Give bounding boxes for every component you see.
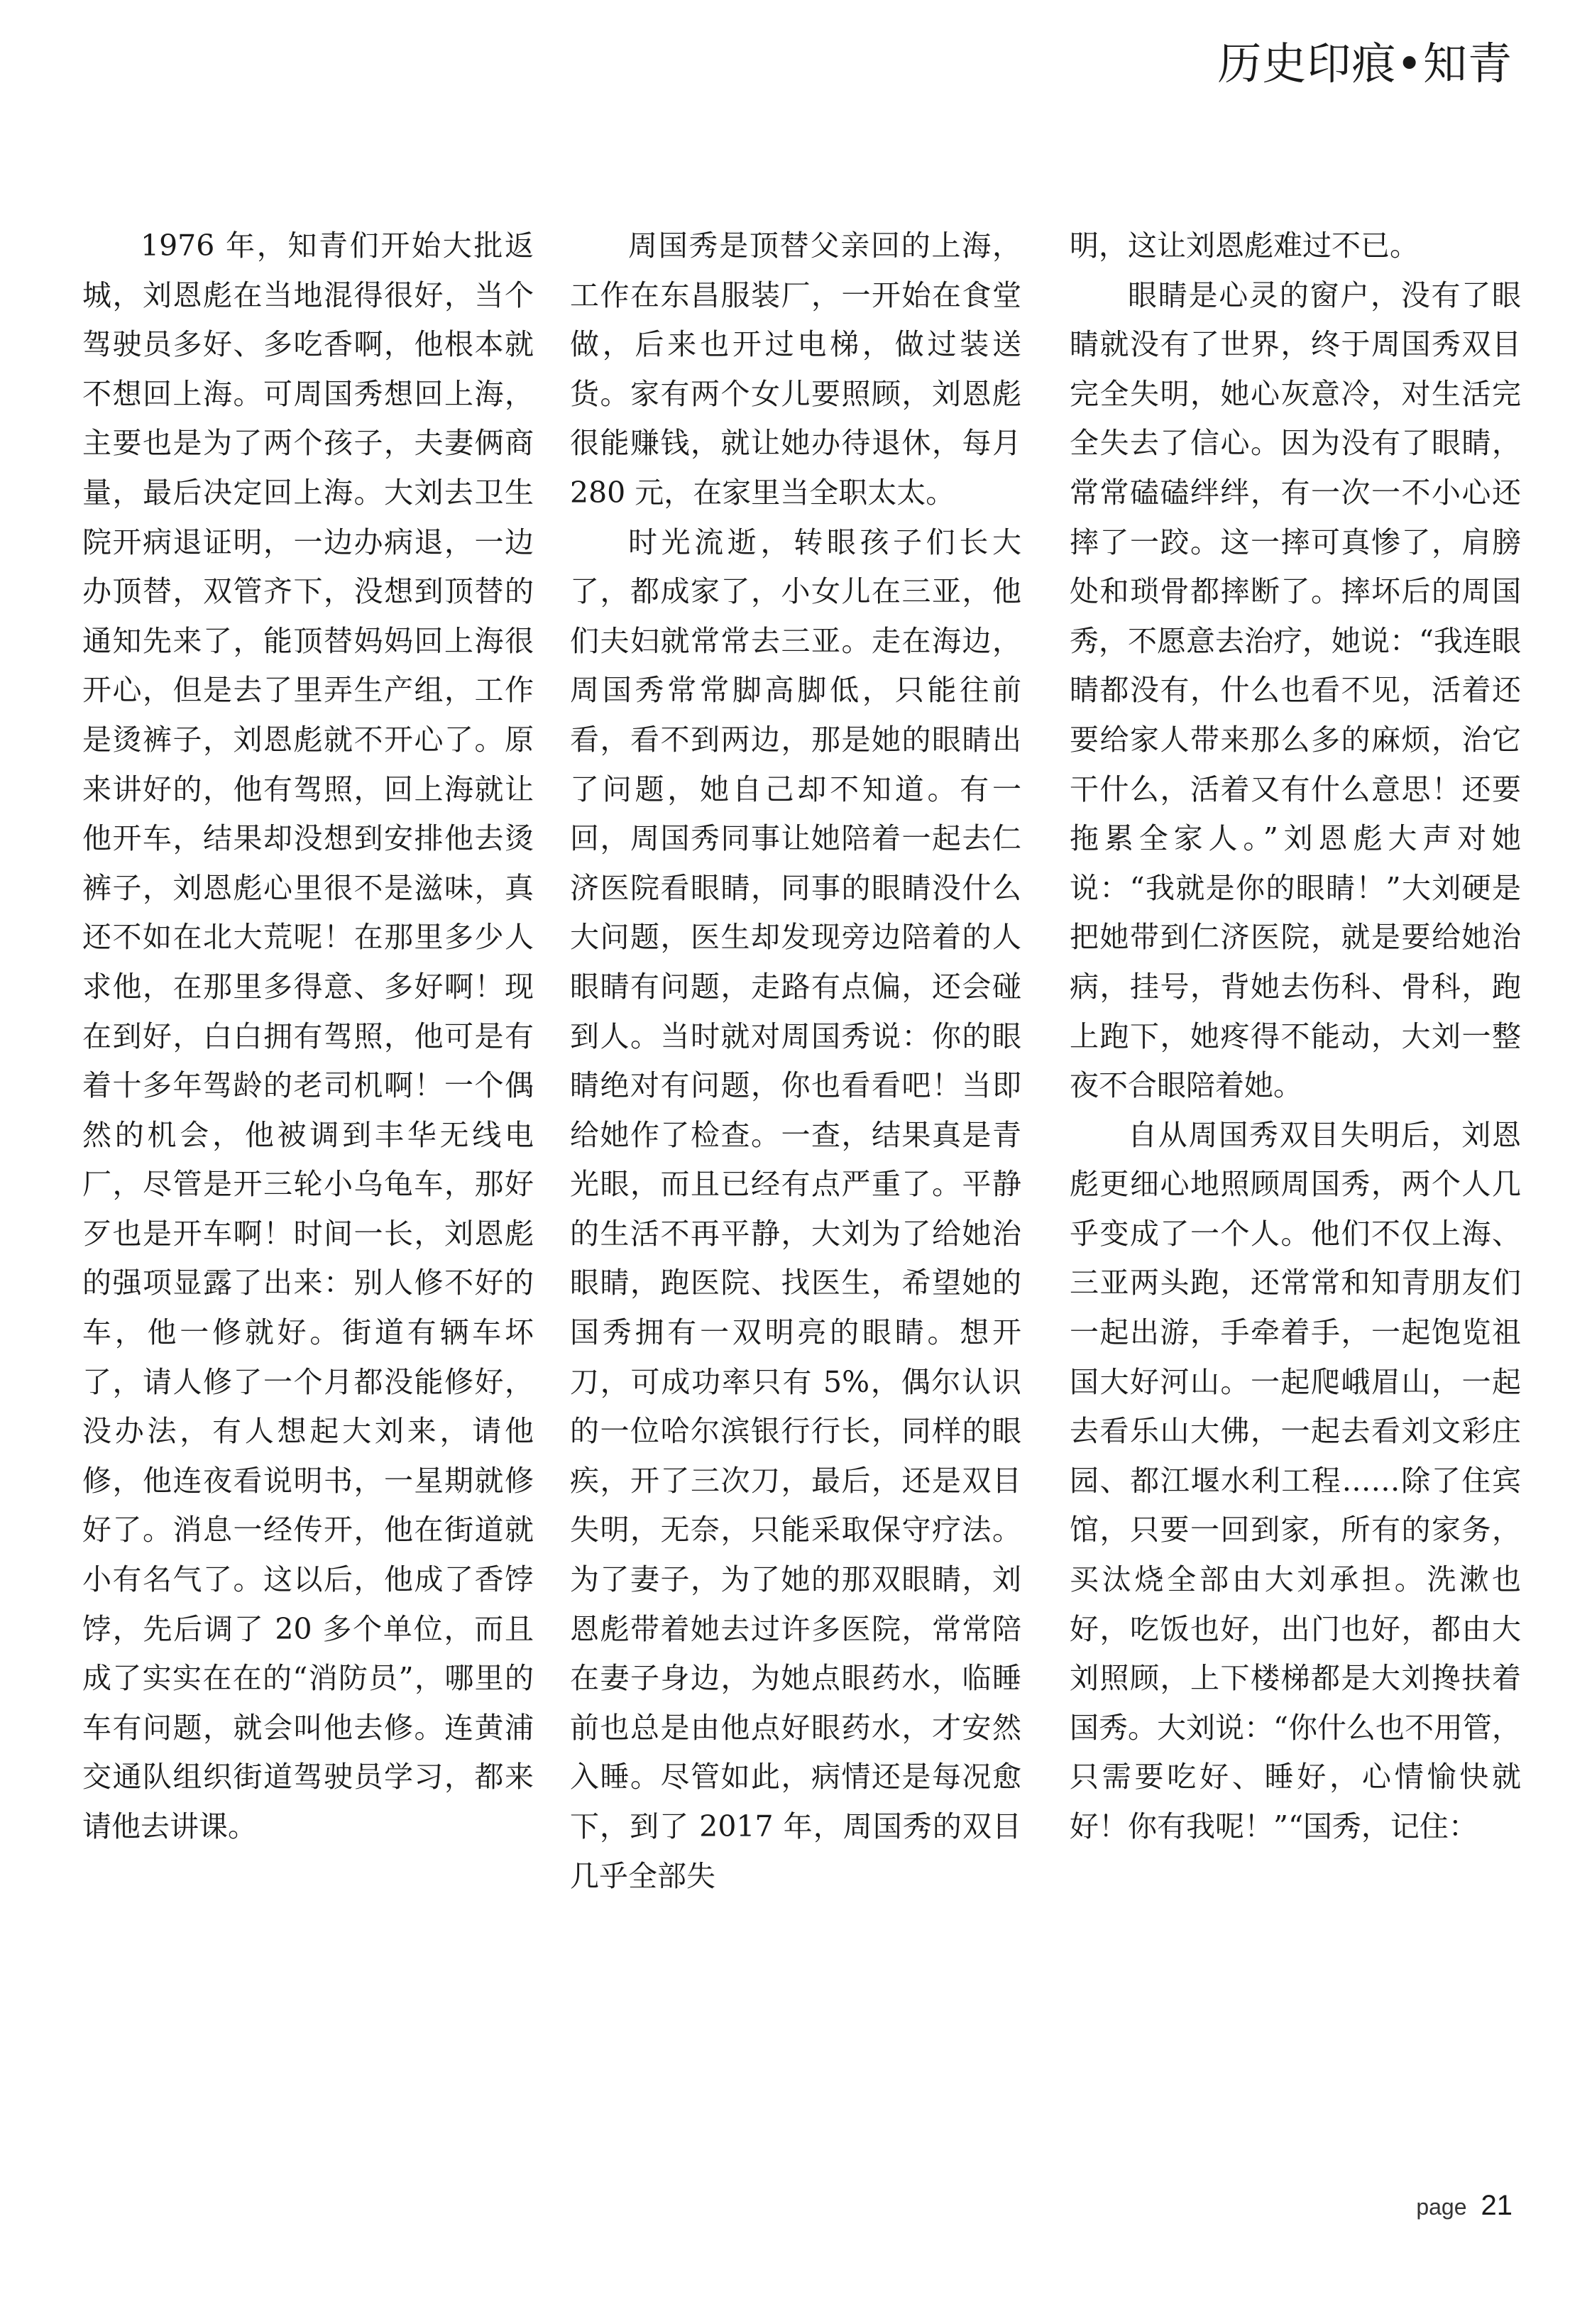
page-footer xyxy=(1416,2190,1513,2222)
page-label: page xyxy=(1416,2194,1467,2220)
paragraph: 自从周国秀双目失明后，刘恩彪更细心地照顾周国秀，两个人几乎变成了一个人。他们不仅上海、三亚两头跑，还常常和知青朋友们一起出游，手牵着手，一起饱览祖国大好河山。一起爬峨眉山，一起去看乐山大佛，一起去看刘文彩庄园、都江堰水利工程……除了住宾馆，只要一回到家，所有的家务，买汰烧全部由大刘承担。洗漱也好，吃饭也好，出门也好，都由大刘照顾，上下楼梯都是大刘搀扶着国秀。大刘说：“你什么也不用管，只需要吃好、睡好，心情愉快就好！你有我呢！”“国秀，记住： xyxy=(1070,1117,1521,1843)
paragraph: 眼睛是心灵的窗户，没有了眼睛就没有了世界，终于周国秀双目完全失明，她心灰意冷，对生活完全失去了信心。因为没有了眼睛，常常磕磕绊绊，有一次一不小心还摔了一跤。这一摔可真惨了，肩膀处和琐骨都摔断了。摔坏后的周国秀，不愿意去治疗，她说：“我连眼睛都没有，什么也看不见，活着还要给家人带来那么多的麻烦，治它干什么，活着又有什么意思！还要拖累全家人。”刘恩彪大声对她说：“我就是你的眼睛！”大刘硬是把她带到仁济医院，就是要给她治病，挂号，背她去伤科、骨科，跑上跑下，她疼得不能动，大刘一整夜不合眼陪着她。 xyxy=(1070,278,1521,1103)
text-column-2 xyxy=(570,221,1021,1901)
paragraph: 明，这让刘恩彪难过不已。 xyxy=(1070,229,1419,263)
paragraph: 1976 年，知青们开始大批返城，刘恩彪在当地混得很好，当个驾驶员多好、多吃香啊，他根本就不想回上海。可周国秀想回上海，主要也是为了两个孩子，夫妻俩商量，最后决定回上海。大刘去卫生院开病退证明，一边办病退，一边办顶替，双管齐下，没想到顶替的通知先来了，能顶替妈妈回上海很开心，但是去了里弄生产组，工作是烫裤子，刘恩彪就不开心了。原来讲好的，他有驾照，回上海就让他开车，结果却没想到安排他去烫裤子，刘恩彪心里很不是滋味，真还不如在北大荒呢！在那里多少人求他，在那里多得意、多好啊！现在到好，白白拥有驾照，他可是有着十多年驾龄的老司机啊！一个偶然的机会，他被调到丰华无线电厂，尽管是开三轮小乌龟车，那好歹也是开车啊！时间一长，刘恩彪的强项显露了出来：别人修不好的车，他一修就好。街道有辆车坏了，请人修了一个月都没能修好，没办法，有人想起大刘来，请他修，他连夜看说明书，一星期就修好了。消息一经传开，他在街道就小有名气了。这以后，他成了香饽饽，先后调了 20 多个单位，而且成了实实在在的“消防员”，哪里的车有问题，就会叫他去修。连黄浦交通队组织街道驾驶员学习，都来请他去讲课。 xyxy=(82,229,534,1843)
text-column-3 xyxy=(1070,221,1521,1852)
paragraph: 时光流逝，转眼孩子们长大了，都成家了，小女儿在三亚，他们夫妇就常常去三亚。走在海边，周国秀常常脚高脚低，只能往前看，看不到两边，那是她的眼睛出了问题，她自己却不知道。有一回，周国秀同事让她陪着一起去仁济医院看眼睛，同事的眼睛没什么大问题，医生却发现旁边陪着的人眼睛有问题，走路有点偏，还会碰到人。当时就对周国秀说：你的眼睛绝对有问题，你也看看吧！当即给她作了检查。一查，结果真是青光眼，而且已经有点严重了。平静的生活不再平静，大刘为了给她治眼睛，跑医院、找医生，希望她的国秀拥有一双明亮的眼睛。想开刀，可成功率只有 5%，偶尔认识的一位哈尔滨银行行长，同样的眼疾，开了三次刀，最后，还是双目失明，无奈，只能采取保守疗法。为了妻子，为了她的那双眼睛，刘恩彪带着她去过许多医院，常常陪在妻子身边，为她点眼药水，临睡前也总是由他点好眼药水，才安然入睡。尽管如此，病情还是每况愈下，到了 2017 年，周国秀的双目几乎全部失 xyxy=(570,525,1021,1893)
section-header: 历史印痕•知青 xyxy=(1217,38,1513,89)
text-column-1 xyxy=(82,221,534,1852)
paragraph: 周国秀是顶替父亲回的上海，工作在东昌服装厂，一开始在食堂做，后来也开过电梯，做过装送货。家有两个女儿要照顾，刘恩彪很能赚钱，就让她办待退休，每月 280 元，在家里当全职太太。 xyxy=(570,229,1021,510)
page-number: 21 xyxy=(1481,2190,1513,2221)
